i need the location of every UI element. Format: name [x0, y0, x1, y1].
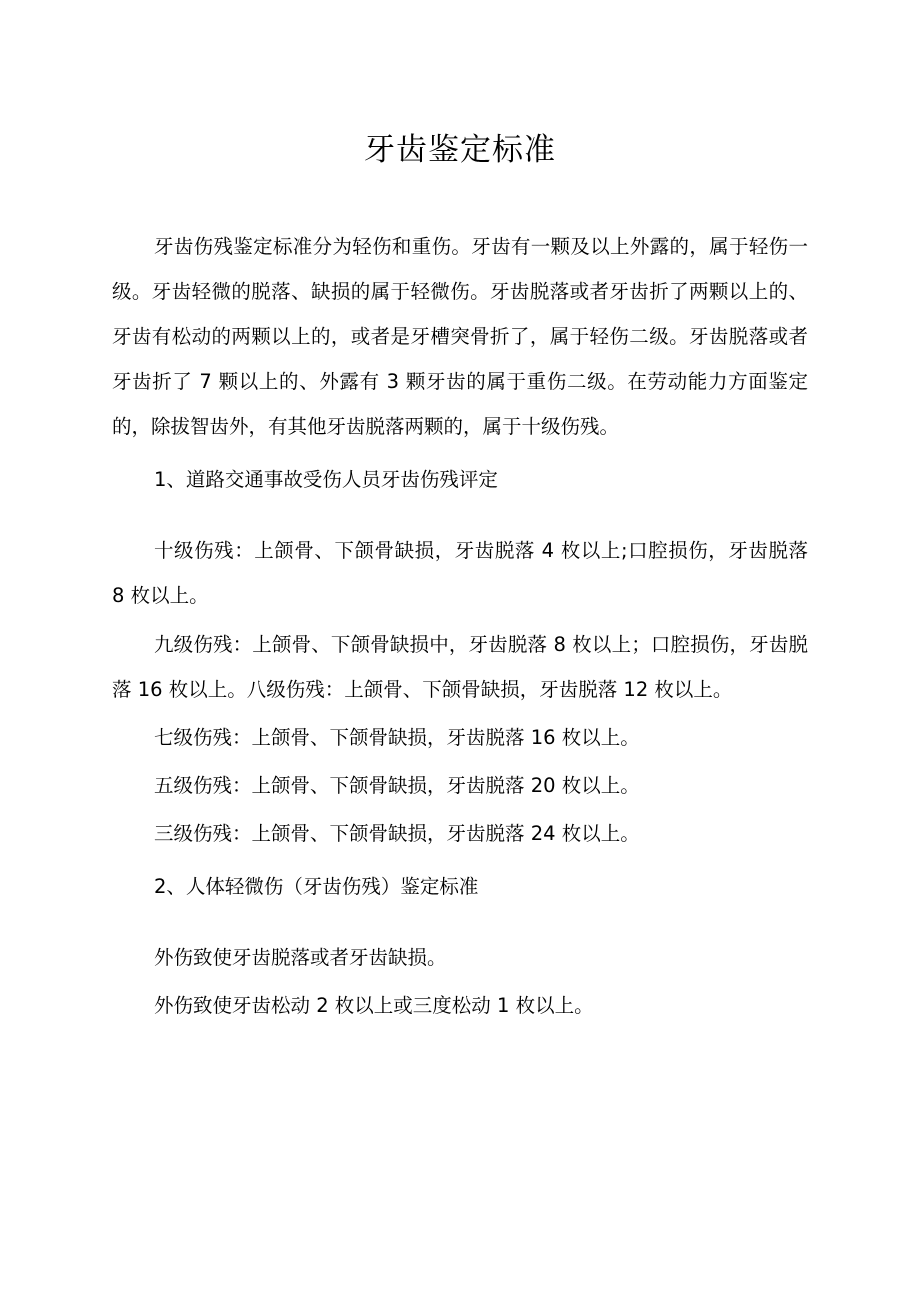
section1-heading: 1、道路交通事故受伤人员牙齿伤残评定	[154, 468, 498, 491]
grade-five-paragraph: 五级伤残：上颌骨、下颌骨缺损，牙齿脱落 20 枚以上。	[154, 774, 640, 797]
grade-seven-paragraph: 七级伤残：上颌骨、下颌骨缺损，牙齿脱落 16 枚以上。	[154, 726, 640, 749]
intro-paragraph: 牙齿伤残鉴定标准分为轻伤和重伤。牙齿有一颗及以上外露的，属于轻伤一级。牙齿轻微的脱落、缺损的属于轻微伤。牙齿脱落或者牙齿折了两颗以上的、牙齿有松动的两颗以上的，或者是牙槽突骨折了，属于轻伤二级。牙齿脱落或者牙齿折了 7 颗以上的、外露有 3 颗牙齿的属于重伤二级。在劳动能力方面鉴定的，除拔智齿外，有其他牙齿脱落两颗的，属于十级伤残。	[112, 235, 808, 438]
document-title: 牙齿鉴定标准	[364, 132, 556, 168]
minor-injury-item-2: 外伤致使牙齿松动 2 枚以上或三度松动 1 枚以上。	[154, 994, 594, 1017]
grade-ten-paragraph: 十级伤残：上颌骨、下颌骨缺损，牙齿脱落 4 枚以上;口腔损伤，牙齿脱落 8 枚以上。	[112, 539, 808, 607]
section2-heading: 2、人体轻微伤（牙齿伤残）鉴定标准	[154, 875, 479, 898]
grade-three-paragraph: 三级伤残：上颌骨、下颌骨缺损，牙齿脱落 24 枚以上。	[154, 822, 640, 845]
grade-nine-eight-paragraph: 九级伤残：上颌骨、下颌骨缺损中，牙齿脱落 8 枚以上；口腔损伤，牙齿脱落 16 枚以上。八级伤残：上颌骨、下颌骨缺损，牙齿脱落 12 枚以上。	[112, 633, 808, 701]
minor-injury-item-1: 外伤致使牙齿脱落或者牙齿缺损。	[154, 946, 447, 969]
